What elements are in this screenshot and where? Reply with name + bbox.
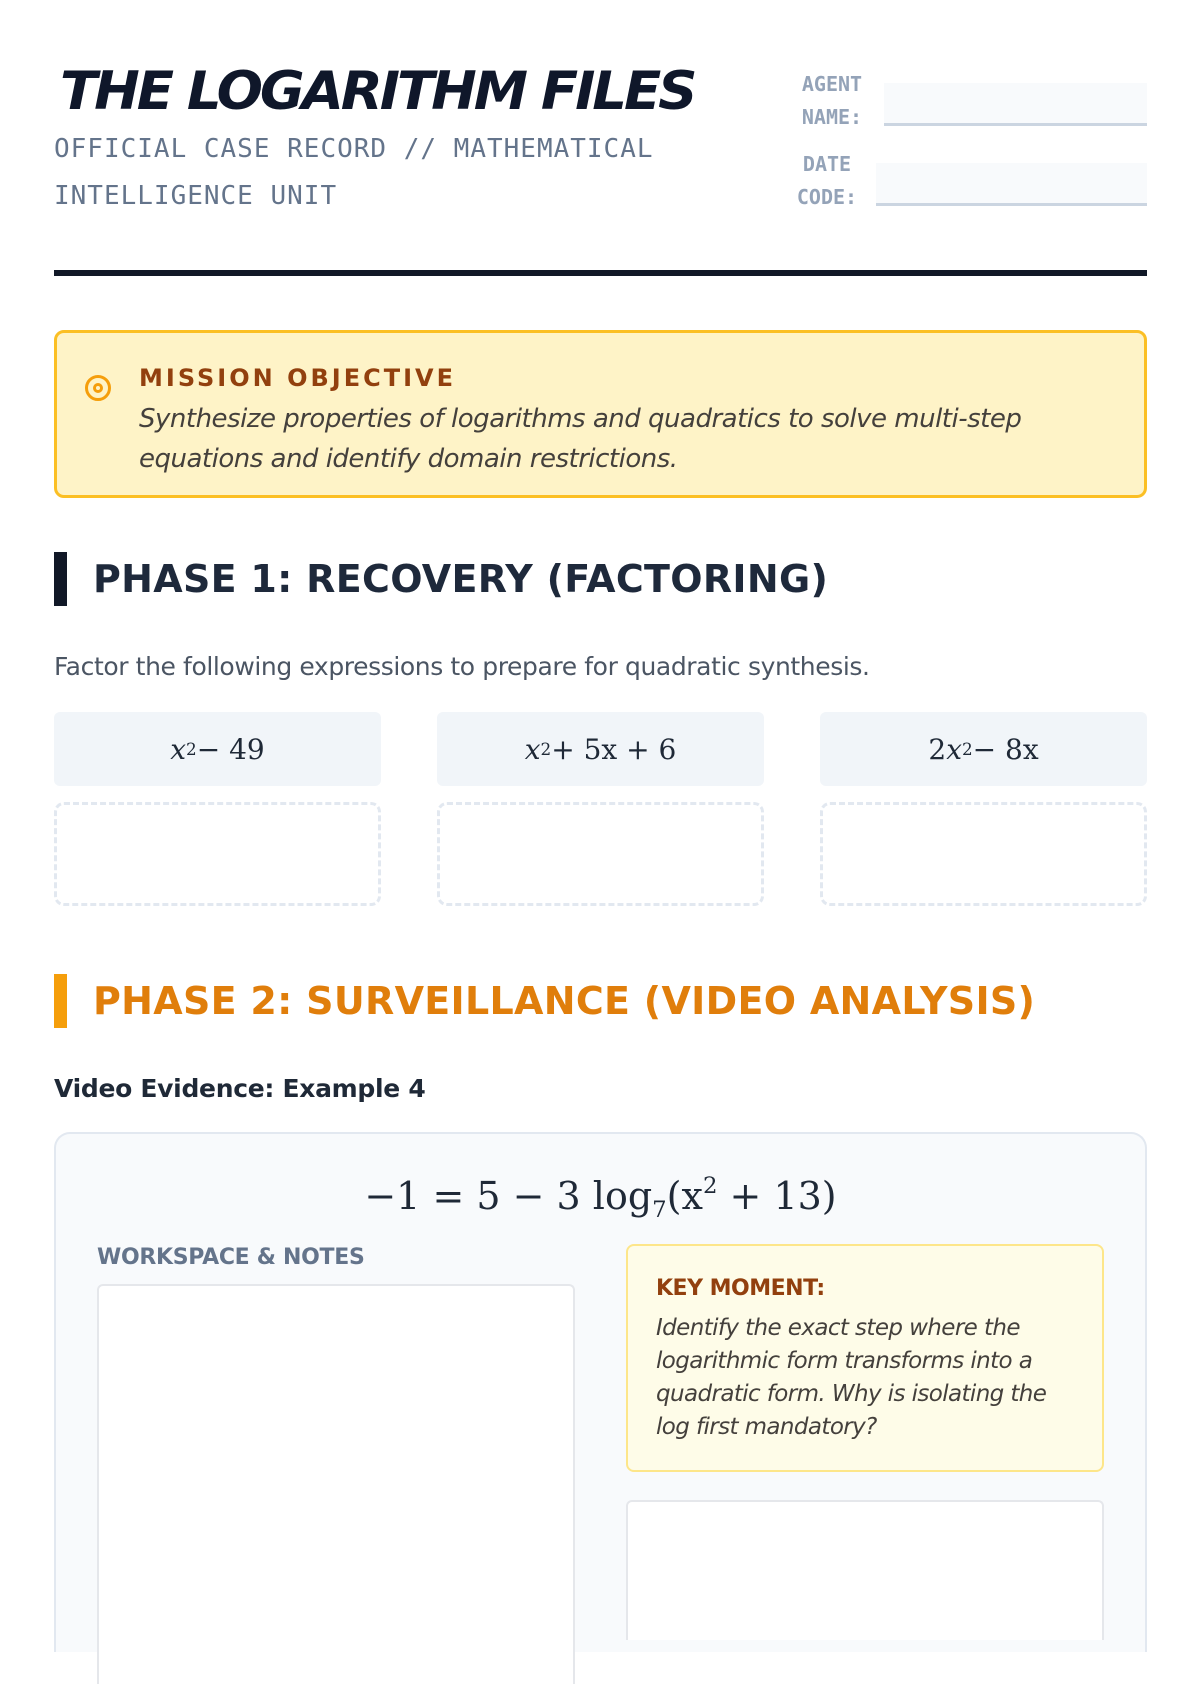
page-subtitle: OFFICIAL CASE RECORD // MATHEMATICAL INTELLIGENCE UNIT [54,134,654,211]
workspace-label: WORKSPACE & NOTES [97,1245,365,1270]
evidence-body [97,1244,1104,1689]
agent-name-row [792,68,1147,134]
key-moment-label: KEY MOMENT: [656,1276,825,1301]
page-title: THE LOGARITHM FILES [60,61,695,122]
date-code-label: DATE CODE: [796,152,858,209]
key-moment-text: Identify the exact step where the logarithmic form transforms into a quadratic form. Why is isolating the log first mandatory? [656,1315,1047,1440]
key-moment-column [626,1244,1104,1689]
video-evidence-label: Video Evidence: Example 4 [54,1074,426,1103]
header [54,54,1147,276]
mission-text: Synthesize properties of logarithms and quadratics to solve multi-step equations and identify domain restrictions. [139,404,1022,474]
mission-content [139,363,1114,495]
phase-2-accent-bar [54,974,67,1028]
brand-block [54,54,734,220]
factor-answer-box-2[interactable] [437,802,764,906]
factor-answer-box-3[interactable] [820,802,1147,906]
phase-1-heading [54,552,1147,606]
agent-name-input[interactable] [884,83,1147,126]
phase-1-instructions: Factor the following expressions to prepare for quadratic synthesis. [54,652,870,681]
identity-fields [792,68,1147,228]
phase-1-accent-bar [54,552,67,606]
key-moment-answer-input[interactable] [626,1500,1104,1640]
mission-label: MISSION OBJECTIVE [139,364,456,392]
phase-2-heading [54,974,1147,1028]
date-code-input[interactable] [876,163,1147,206]
factor-problem-1 [54,712,381,906]
factor-answer-box-1[interactable] [54,802,381,906]
phase-1-title: PHASE 1: RECOVERY (FACTORING) [93,557,829,601]
phase-2-title: PHASE 2: SURVEILLANCE (VIDEO ANALYSIS) [93,979,1036,1023]
workspace-notes-input[interactable] [97,1284,575,1684]
workspace-column [97,1244,575,1689]
date-code-row [792,148,1147,214]
factor-problem-3 [820,712,1147,906]
evidence-equation: −1 = 5 − 3 $\log_7(x^2 + 13)$ [364,1173,837,1223]
video-evidence-card [54,1132,1147,1652]
mission-objective-box [54,330,1147,498]
target-icon [85,375,111,401]
factor-expression-3: 2 x 2 − 8x [820,712,1147,786]
factoring-grid [54,712,1147,906]
key-moment-box [626,1244,1104,1472]
factor-problem-2 [437,712,764,906]
factor-expression-1: x 2 − 49 [54,712,381,786]
factor-expression-2: x 2 + 5x + 6 [437,712,764,786]
agent-name-label: AGENT NAME: [801,72,863,129]
